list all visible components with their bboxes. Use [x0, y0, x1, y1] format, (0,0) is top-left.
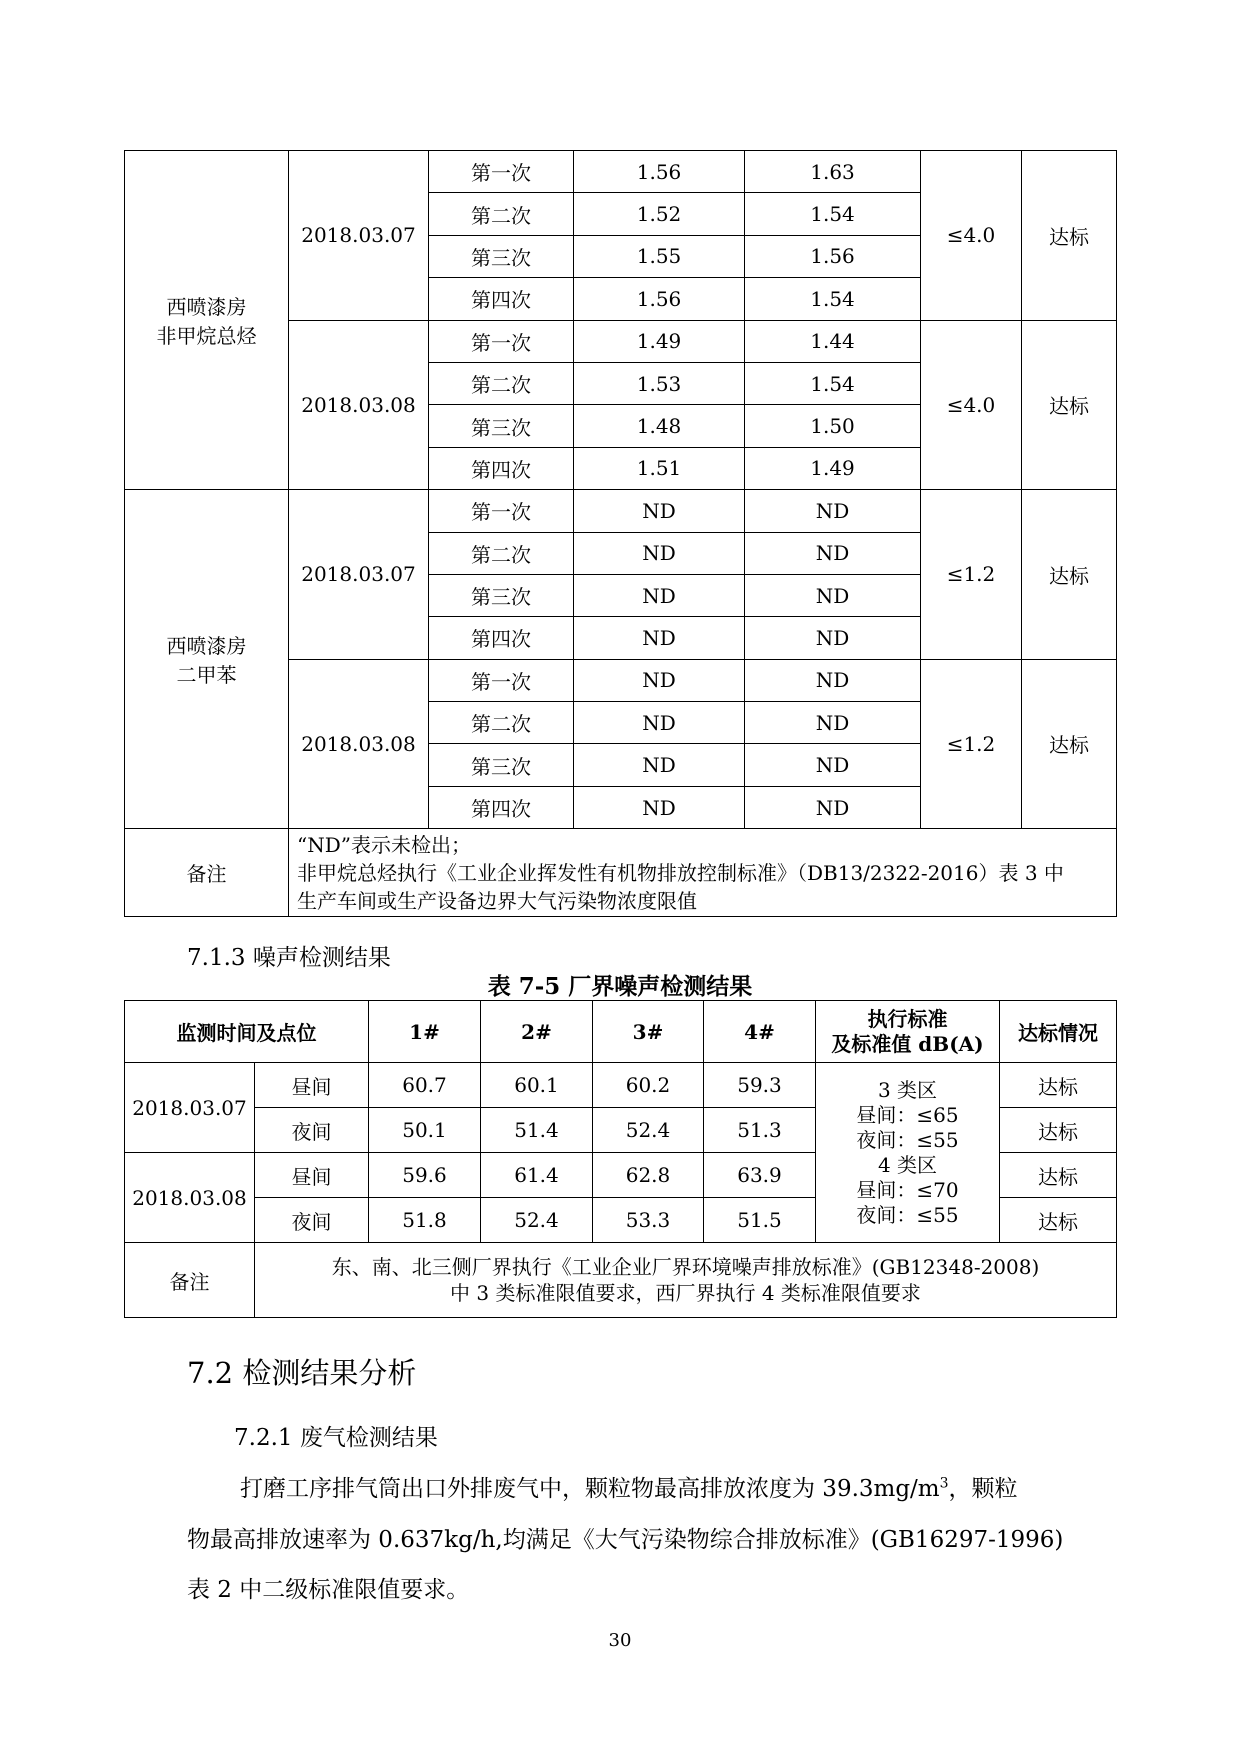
sample-cell: 第二次: [429, 362, 574, 404]
header-point-1: 1#: [369, 1001, 481, 1063]
result-cell: 达标: [1000, 1198, 1117, 1243]
note-label: 备注: [125, 1243, 255, 1318]
limit-cell: ≤4.0: [921, 320, 1022, 490]
table-row: [125, 1063, 1117, 1108]
result-cell: 达标: [1000, 1108, 1117, 1153]
table-header-row: [125, 1001, 1117, 1063]
section-heading-7-1-3: 7.1.3 噪声检测结果: [187, 945, 391, 971]
paragraph-line: 打磨工序排气筒出口外排废气中，颗粒物最高排放浓度为 $39.3mg/m^3$，颗粒: [240, 1475, 1018, 1502]
result-cell: 达标: [1000, 1153, 1117, 1198]
value-cell: 59.3: [704, 1063, 816, 1108]
value-cell: 61.4: [481, 1153, 593, 1198]
value-cell: 1.56: [745, 235, 921, 277]
value-cell: 1.63: [745, 151, 921, 193]
sample-cell: 第三次: [429, 235, 574, 277]
value-cell: 1.49: [745, 447, 921, 489]
value-cell: 1.54: [745, 362, 921, 404]
table-row: [125, 151, 1117, 193]
page-number: 30: [608, 1630, 632, 1651]
value-cell: 1.53: [574, 362, 745, 404]
limit-cell: ≤1.2: [921, 659, 1022, 829]
value-cell: ND: [574, 574, 745, 616]
sample-cell: 第一次: [429, 490, 574, 532]
result-cell: 达标: [1022, 659, 1117, 829]
value-cell: 51.5: [704, 1198, 816, 1243]
value-cell: 51.4: [481, 1108, 593, 1153]
sample-cell: 第三次: [429, 405, 574, 447]
value-cell: 52.4: [481, 1198, 593, 1243]
result-cell: 达标: [1022, 151, 1117, 321]
header-point-3: 3#: [593, 1001, 704, 1063]
table-caption: 表 7-5 厂界噪声检测结果: [487, 973, 753, 1000]
sample-cell: 第一次: [429, 151, 574, 193]
value-cell: 60.7: [369, 1063, 481, 1108]
paragraph-line: 物最高排放速率为 0.637kg/h,均满足《大气污染物综合排放标准》(GB16297-1996): [187, 1527, 1064, 1553]
value-cell: 50.1: [369, 1108, 481, 1153]
value-cell: 1.44: [745, 320, 921, 362]
note-label: 备注: [125, 829, 289, 917]
noise-results-table: [124, 1000, 1117, 1318]
header-standard: 执行标准 及标准值 dB(A): [816, 1001, 1000, 1063]
sample-cell: 第四次: [429, 786, 574, 828]
value-cell: 51.8: [369, 1198, 481, 1243]
value-cell: ND: [574, 786, 745, 828]
monitoring-item-cell: 西喷漆房 非甲烷总烃: [125, 151, 289, 490]
value-cell: ND: [574, 532, 745, 574]
limit-cell: ≤1.2: [921, 490, 1022, 660]
value-cell: 1.51: [574, 447, 745, 489]
exhaust-results-table: [124, 150, 1117, 917]
sample-cell: 第四次: [429, 278, 574, 320]
value-cell: ND: [745, 532, 921, 574]
value-cell: ND: [574, 702, 745, 744]
value-cell: ND: [745, 574, 921, 616]
value-cell: 60.2: [593, 1063, 704, 1108]
date-cell: 2018.03.07: [289, 490, 429, 660]
limit-cell: ≤4.0: [921, 151, 1022, 321]
sample-cell: 第三次: [429, 744, 574, 786]
value-cell: 1.54: [745, 278, 921, 320]
value-cell: 1.55: [574, 235, 745, 277]
table-note-row: [125, 829, 1117, 917]
value-cell: ND: [574, 490, 745, 532]
header-result: 达标情况: [1000, 1001, 1117, 1063]
value-cell: 1.48: [574, 405, 745, 447]
value-cell: 1.49: [574, 320, 745, 362]
value-cell: 1.50: [745, 405, 921, 447]
value-cell: 60.1: [481, 1063, 593, 1108]
sample-cell: 第一次: [429, 659, 574, 701]
standard-cell: 3 类区 昼间：≤65 夜间：≤55 4 类区 昼间：≤70 夜间：≤55: [816, 1063, 1000, 1243]
paragraph-line: 表 2 中二级标准限值要求。: [187, 1577, 470, 1603]
sample-cell: 第四次: [429, 447, 574, 489]
value-cell: 62.8: [593, 1153, 704, 1198]
value-cell: ND: [574, 659, 745, 701]
value-cell: 52.4: [593, 1108, 704, 1153]
table-note-row: [125, 1243, 1117, 1318]
value-cell: ND: [745, 786, 921, 828]
monitoring-item-cell: 西喷漆房 二甲苯: [125, 490, 289, 829]
value-cell: 1.54: [745, 193, 921, 235]
note-text: 东、南、北三侧厂界执行《工业企业厂界环境噪声排放标准》(GB12348-2008) 中 3 类标准限值要求，西厂界执行 4 类标准限值要求: [255, 1243, 1117, 1318]
header-point-2: 2#: [481, 1001, 593, 1063]
value-cell: ND: [745, 659, 921, 701]
sample-cell: 第三次: [429, 574, 574, 616]
value-cell: ND: [745, 490, 921, 532]
note-text: “ND”表示未检出； 非甲烷总烃执行《工业企业挥发性有机物排放控制标准》（DB13/2322-2016）表 3 中 生产车间或生产设备边界大气污染物浓度限值: [289, 829, 1117, 917]
sample-cell: 第四次: [429, 617, 574, 659]
value-cell: 63.9: [704, 1153, 816, 1198]
value-cell: 1.56: [574, 278, 745, 320]
sample-cell: 第二次: [429, 193, 574, 235]
date-cell: 2018.03.07: [125, 1063, 255, 1153]
result-cell: 达标: [1022, 320, 1117, 490]
period-cell: 昼间: [255, 1063, 369, 1108]
value-cell: 59.6: [369, 1153, 481, 1198]
sample-cell: 第一次: [429, 320, 574, 362]
header-point-4: 4#: [704, 1001, 816, 1063]
header-time-point: 监测时间及点位: [125, 1001, 369, 1063]
value-cell: 53.3: [593, 1198, 704, 1243]
period-cell: 昼间: [255, 1153, 369, 1198]
value-cell: ND: [574, 744, 745, 786]
sample-cell: 第二次: [429, 532, 574, 574]
value-cell: ND: [574, 617, 745, 659]
value-cell: 1.52: [574, 193, 745, 235]
sample-cell: 第二次: [429, 702, 574, 744]
result-cell: 达标: [1000, 1063, 1117, 1108]
date-cell: 2018.03.08: [289, 659, 429, 829]
value-cell: ND: [745, 702, 921, 744]
period-cell: 夜间: [255, 1108, 369, 1153]
date-cell: 2018.03.08: [289, 320, 429, 490]
value-cell: ND: [745, 617, 921, 659]
value-cell: 1.56: [574, 151, 745, 193]
period-cell: 夜间: [255, 1198, 369, 1243]
section-heading-7-2-1: 7.2.1 废气检测结果: [234, 1425, 438, 1451]
table-row: [125, 490, 1117, 532]
result-cell: 达标: [1022, 490, 1117, 660]
section-heading-7-2: 7.2 检测结果分析: [187, 1356, 417, 1390]
date-cell: 2018.03.08: [125, 1153, 255, 1243]
value-cell: 51.3: [704, 1108, 816, 1153]
date-cell: 2018.03.07: [289, 151, 429, 321]
value-cell: ND: [745, 744, 921, 786]
